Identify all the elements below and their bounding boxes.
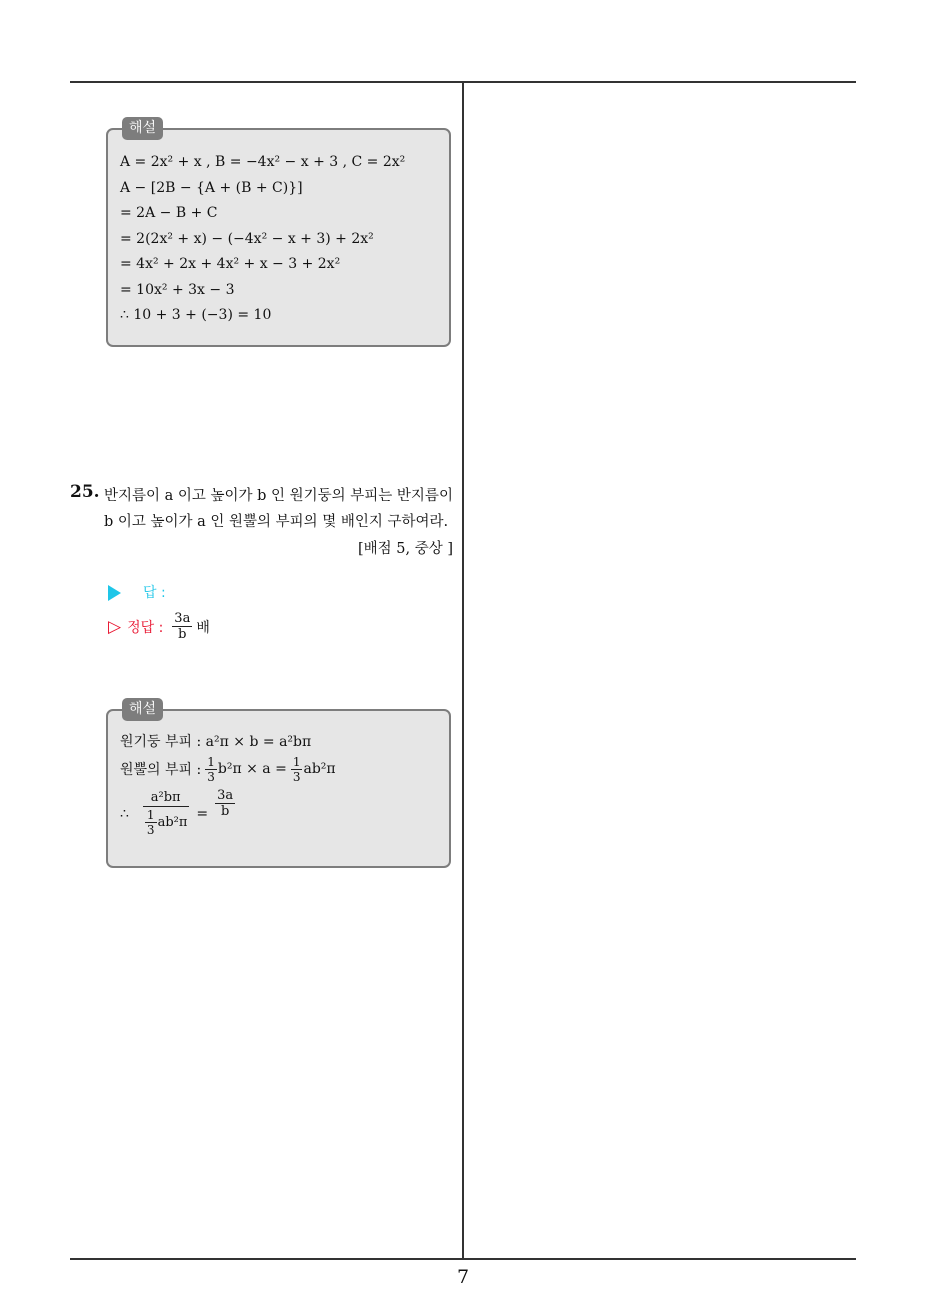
fraction-denominator: b	[220, 804, 230, 819]
solution-box-1	[106, 120, 451, 347]
outline-triangle-icon: ▷	[108, 616, 122, 637]
fraction-denominator: 3	[292, 769, 301, 784]
fraction-denominator: 3	[146, 823, 155, 837]
question-score: [배점 5, 중상 ]	[357, 541, 453, 557]
line-text: 원뿔의 부피 :	[120, 762, 202, 778]
question-text: b 이고 높이가 a 인 원뿔의 부피의 몇 배인지 구하여라.	[104, 514, 449, 530]
fraction-numerator: a²bπ	[143, 791, 189, 807]
line-text: ab²π	[303, 761, 336, 777]
solution-line: A − [2B − {A + (B + C)}]	[120, 179, 303, 196]
solution-tab: 해설	[122, 117, 163, 140]
fraction-numerator: 3a	[174, 611, 191, 626]
fraction-denominator	[142, 807, 189, 836]
fraction-numerator: 1	[292, 754, 301, 769]
solution-line	[120, 788, 443, 837]
fraction	[205, 756, 217, 783]
compound-fraction	[142, 791, 189, 836]
correct-answer-row	[108, 612, 210, 641]
solution-line: = 2(2x² + x) − (−4x² − x + 3) + 2x²	[120, 230, 374, 247]
fraction-denominator: b	[178, 627, 187, 642]
answer-unit: 배	[196, 619, 210, 636]
result-fraction	[215, 789, 235, 818]
correct-answer-value	[171, 612, 210, 641]
fraction-numerator: 1	[146, 808, 155, 822]
correct-answer-label: 정답 :	[127, 619, 164, 636]
solution-line: = 4x² + 2x + 4x² + x − 3 + 2x²	[120, 256, 341, 272]
therefore-symbol: ∴	[120, 805, 129, 822]
question-text: 반지름이 a 이고 높이가 b 인 원기둥의 부피는 반지름이	[104, 488, 453, 504]
page-number: 7	[456, 1266, 470, 1288]
solution-line: = 10x² + 3x − 3	[120, 281, 235, 298]
equals-sign: =	[196, 805, 209, 822]
fraction-numerator: 3a	[217, 788, 234, 803]
fraction	[291, 756, 303, 783]
solution-line: 원기둥 부피 : a²π × b = a²bπ	[120, 734, 312, 750]
fraction-denominator: 3	[207, 769, 215, 784]
solution-line: A = 2x² + x , B = −4x² − x + 3 , C = 2x²	[120, 154, 406, 170]
column-divider	[462, 82, 464, 1259]
fraction	[145, 809, 157, 836]
play-icon	[108, 585, 121, 601]
answer-label: 답 :	[143, 585, 166, 601]
fraction-numerator: 1	[207, 754, 215, 769]
line-text: b²π × a =	[217, 761, 287, 777]
answer-row	[108, 582, 166, 602]
footer-rule	[70, 1258, 856, 1260]
solution-body	[120, 150, 443, 329]
solution-line: ∴ 10 + 3 + (−3) = 10	[120, 307, 272, 323]
solution-line	[120, 753, 443, 785]
line-text: ab²π	[157, 815, 188, 830]
answer-fraction	[172, 612, 192, 641]
solution-body	[120, 731, 443, 836]
solution-tab: 해설	[122, 698, 163, 721]
solution-box-2	[106, 701, 451, 868]
solution-line: = 2A − B + C	[120, 205, 218, 221]
question-number: 25.	[70, 482, 100, 502]
